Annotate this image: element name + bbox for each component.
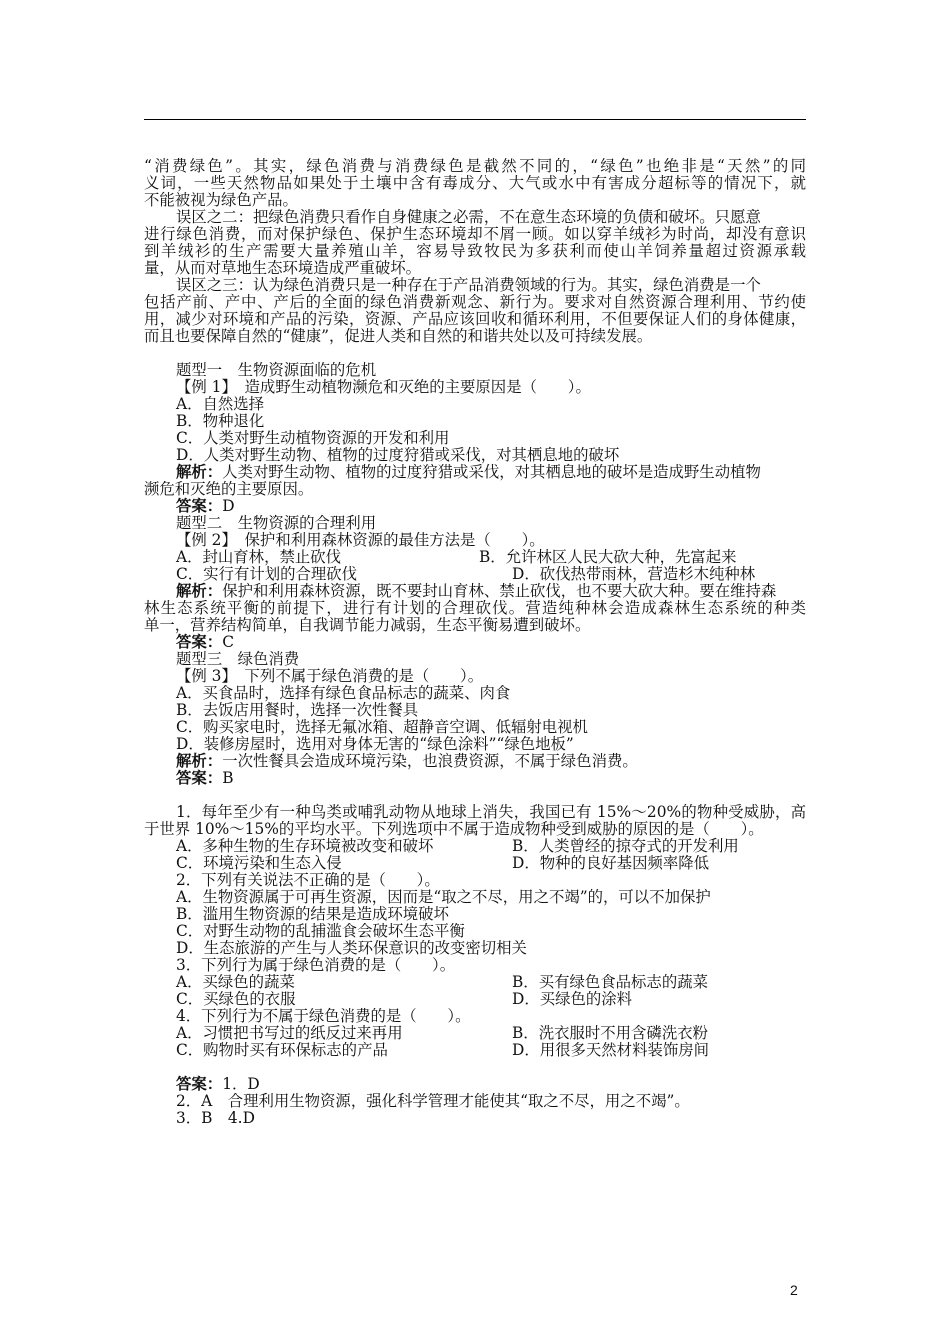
analysis-label: 解析： [176, 463, 223, 481]
misconception-2-line: 误区之二：把绿色消费只看作自身健康之必需，不在意生态环境的负债和破坏。只愿意 [176, 208, 761, 226]
analysis-label: 解析： [176, 582, 223, 600]
exercise3-option-a: A．买绿色的蔬菜 [176, 973, 295, 991]
answer-value: D [222, 497, 235, 515]
analysis-text: 人类对野生动物、植物的过度狩猎或采伐，对其栖息地的破坏是造成野生动植物 [222, 463, 761, 481]
example1-option-a: A．自然选择 [176, 395, 265, 413]
misconception-3-line: 而且也要保障自然的“健康”，促进人类和自然的和谐共处以及可持续发展。 [144, 327, 653, 345]
exercise1-option-c: C．环境污染和生态入侵 [176, 854, 342, 872]
example3-question: 【例 3】 下列不属于绿色消费的是（ ）。 [176, 667, 484, 685]
example2-analysis [176, 583, 776, 600]
analysis-text: 保护和利用森林资源，既不要封山育林、禁止砍伐，也不要大砍大种。要在维持森 [222, 582, 777, 600]
exercise1-option-b: B．人类曾经的掠夺式的开发利用 [512, 837, 739, 855]
example1-analysis [176, 464, 761, 481]
exercise4-option-b: B．洗衣服时不用含磷洗衣粉 [512, 1024, 708, 1042]
example2-answer [176, 634, 234, 651]
intro-line: 义词，一些天然物品如果处于土壤中含有毒成分、大气或水中有害成分超标等的情况下，就 [144, 174, 806, 192]
type1-title: 题型一 生物资源面临的危机 [176, 361, 377, 379]
example1-question: 【例 1】 造成野生动植物濒危和灭绝的主要原因是（ ）。 [176, 378, 591, 396]
example2-option-d: D．砍伐热带雨林，营造杉木纯种林 [512, 565, 756, 583]
example3-option-b: B．去饭店用餐时，选择一次性餐具 [176, 701, 419, 719]
answer-2: 2．A 合理利用生物资源，强化科学管理才能使其“取之不尽，用之不竭”。 [176, 1092, 690, 1110]
misconception-3-line: 用，减少对环境和产品的污染，资源、产品应该回收和循环利用，不但要保证人们的身体健康， [144, 310, 806, 328]
exercise3-option-c: C．买绿色的衣服 [176, 990, 296, 1008]
example3-option-a: A．买食品时，选择有绿色食品标志的蔬菜、肉食 [176, 684, 511, 702]
analysis-text: 一次性餐具会造成环境污染，也浪费资源，不属于绿色消费。 [222, 752, 638, 770]
intro-line: “消费绿色”。其实，绿色消费与消费绿色是截然不同的，“绿色”也绝非是“天然”的同 [144, 157, 806, 175]
page-number: 2 [790, 1282, 798, 1298]
answer-3-4: 3．B 4.D [176, 1109, 255, 1127]
exercise2-option-a: A．生物资源属于可再生资源，因而是“取之不尽，用之不竭”的，可以不加保护 [176, 888, 711, 906]
misconception-3-line: 误区之三：认为绿色消费只是一种存在于产品消费领域的行为。其实，绿色消费是一个 [176, 276, 761, 294]
exercise3-option-b: B．买有绿色食品标志的蔬菜 [512, 973, 708, 991]
example2-option-b: B．允许林区人民大砍大种，先富起来 [479, 548, 737, 566]
exercise2-stem: 2．下列有关说法不正确的是（ ）。 [176, 871, 440, 889]
exercise1-stem-cont: 于世界 10%～15%的平均水平。下列选项中不属于造成物种受到威胁的原因的是（ ）。 [144, 820, 764, 838]
misconception-2-line: 到羊绒衫的生产需要大量养殖山羊，容易导致牧民为多获利而使山羊饲养量超过资源承载 [144, 242, 806, 260]
exercise4-option-c: C．购物时买有环保标志的产品 [176, 1041, 388, 1059]
example3-option-c: C．购买家电时，选择无氟冰箱、超静音空调、低辐射电视机 [176, 718, 588, 736]
example1-answer [176, 498, 235, 515]
exercise2-option-b: B．滥用生物资源的结果是造成环境破坏 [176, 905, 449, 923]
misconception-2-line: 进行绿色消费，而对保护绿色、保护生态环境却不屑一顾。如以穿羊绒衫为时尚，却没有意识 [144, 225, 806, 243]
type3-title: 题型三 绿色消费 [176, 650, 300, 668]
answer-label: 答案： [176, 769, 223, 787]
exercise4-option-a: A．习惯把书写过的纸反过来再用 [176, 1024, 403, 1042]
example3-analysis [176, 753, 638, 770]
analysis-label: 解析： [176, 752, 223, 770]
exercise1-option-a: A．多种生物的生存环境被改变和破坏 [176, 837, 434, 855]
answers-line-1 [176, 1076, 260, 1093]
header-rule [144, 119, 806, 120]
answer-1: 1．D [222, 1075, 260, 1093]
exercise4-stem: 4．下列行为不属于绿色消费的是（ ）。 [176, 1007, 471, 1025]
example1-option-c: C．人类对野生动植物资源的开发和利用 [176, 429, 450, 447]
misconception-3-line: 包括产前、产中、产后的全面的绿色消费新观念、新行为。要求对自然资源合理利用、节约使 [144, 293, 806, 311]
example1-option-d: D．人类对野生动物、植物的过度狩猎或采伐，对其栖息地的破坏 [176, 446, 620, 464]
exercise3-stem: 3．下列行为属于绿色消费的是（ ）。 [176, 956, 456, 974]
answer-label: 答案： [176, 497, 223, 515]
answers-label: 答案： [176, 1075, 223, 1093]
example3-answer [176, 770, 234, 787]
example3-option-d: D．装修房屋时，选用对身体无害的“绿色涂料”“绿色地板” [176, 735, 574, 753]
exercise2-option-c: C．对野生动物的乱捕滥食会破坏生态平衡 [176, 922, 465, 940]
exercise4-option-d: D．用很多天然材料装饰房间 [512, 1041, 710, 1059]
exercise2-option-d: D．生态旅游的产生与人类环保意识的改变密切相关 [176, 939, 527, 957]
example1-analysis-cont: 濒危和灭绝的主要原因。 [144, 480, 314, 498]
answer-label: 答案： [176, 633, 223, 651]
example2-question: 【例 2】 保护和利用森林资源的最佳方法是（ ）。 [176, 531, 545, 549]
type2-title: 题型二 生物资源的合理利用 [176, 514, 377, 532]
example1-option-b: B．物种退化 [176, 412, 265, 430]
exercise1-stem: 1．每年至少有一种鸟类或哺乳动物从地球上消失，我国已有 15%～20%的物种受威胁，高 [176, 803, 806, 821]
misconception-2-line: 量，从而对草地生态环境造成严重破坏。 [144, 259, 422, 277]
answer-value: C [222, 633, 234, 651]
example2-option-a: A．封山育林，禁止砍伐 [176, 548, 342, 566]
example2-analysis-cont: 林生态系统平衡的前提下，进行有计划的合理砍伐。营造纯种林会造成森林生态系统的种类 [144, 599, 806, 617]
example2-analysis-cont: 单一，营养结构简单，自我调节能力减弱，生态平衡易遭到破坏。 [144, 616, 591, 634]
exercise3-option-d: D．买绿色的涂料 [512, 990, 633, 1008]
intro-line: 不能被视为绿色产品。 [144, 191, 298, 209]
example2-option-c: C．实行有计划的合理砍伐 [176, 565, 358, 583]
exercise1-option-d: D．物种的良好基因频率降低 [512, 854, 710, 872]
answer-value: B [222, 769, 234, 787]
